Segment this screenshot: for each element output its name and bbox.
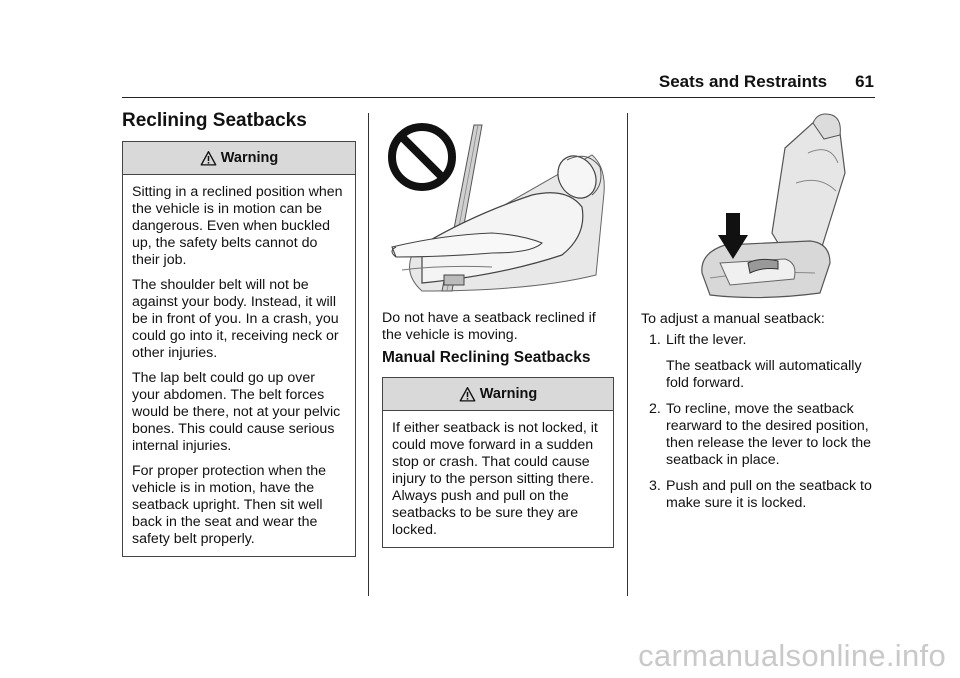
step-number: 3.: [649, 478, 661, 494]
column-divider: [627, 113, 628, 596]
header-rule: [122, 97, 875, 98]
step-note: The seatback will automatically fold forward.: [666, 358, 862, 391]
column-divider: [368, 113, 369, 596]
warning-box: [122, 141, 356, 557]
running-header: [659, 72, 874, 92]
subsection-heading: Manual Reclining Seatbacks: [382, 349, 591, 366]
list-item: [649, 401, 874, 469]
step-text: Push and pull on the seatback to make sure it is locked.: [666, 478, 872, 511]
step-text: To recline, move the seatback rearward to the desired position, then release the lever to lock the seatback in place.: [666, 401, 872, 468]
watermark: carmanualsonline.info: [638, 638, 946, 673]
prohibition-icon: [392, 127, 452, 187]
warning-body: [383, 411, 613, 547]
step-text: Lift the lever.: [666, 332, 747, 348]
image-caption: Do not have a seatback reclined if the vehicle is moving.: [382, 310, 596, 343]
warning-paragraph: If either seatback is not locked, it could move forward in a sudden stop or crash. That could cause injury to the person sitting there. Always push and pull on the seatbacks to be sure they are locked.: [392, 420, 598, 538]
step-number: 1.: [649, 332, 661, 348]
warning-box: [382, 377, 614, 548]
warning-label: Warning: [220, 150, 279, 166]
page-number: 61: [855, 72, 874, 91]
warning-paragraph: For proper protection when the vehicle is in motion, have the seatback upright. Then sit well back in the seat and wear the safety belt properly.: [132, 463, 327, 547]
warning-label: Warning: [479, 386, 538, 402]
warning-header: [383, 378, 613, 411]
warning-header: [123, 142, 355, 175]
procedure-steps: [649, 332, 874, 512]
warning-paragraph: Sitting in a reclined position when the vehicle is in motion can be dangerous. Even when buckled up, the safety belts cannot do their job.: [132, 184, 343, 268]
step-number: 2.: [649, 401, 661, 417]
reclined-occupant-illustration: [382, 115, 608, 293]
warning-paragraph: The shoulder belt will not be against your body. Instead, it will be in front of you. In a crash, you could go into it, receiving neck or other injuries.: [132, 277, 339, 361]
list-item: [649, 332, 874, 349]
warning-body: [123, 175, 355, 556]
warning-icon: [459, 386, 476, 403]
section-title: Seats and Restraints: [658, 72, 828, 91]
warning-paragraph: The lap belt could go up over your abdomen. The belt forces would be there, not at your pelvic bones. This could cause serious internal injuries.: [132, 370, 341, 454]
warning-icon: [200, 150, 217, 167]
list-item: [649, 478, 874, 512]
procedure-intro: To adjust a manual seatback:: [641, 311, 825, 327]
seat-adjustment-illustration: [690, 113, 880, 301]
section-heading: Reclining Seatbacks: [122, 110, 307, 131]
